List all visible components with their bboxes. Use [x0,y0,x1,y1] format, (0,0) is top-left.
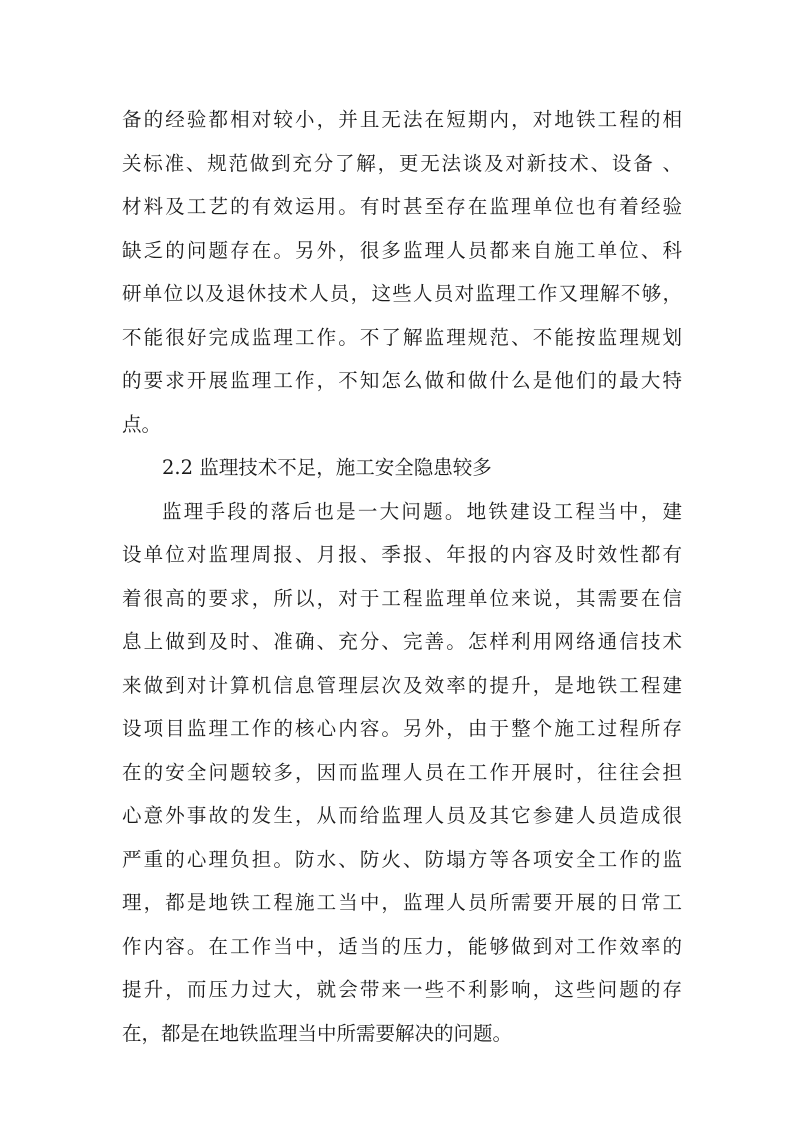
text-line: 关标准、规范做到充分了解，更无法谈及对新技术、设备 、 [122,151,682,175]
paragraph-supervision-means [122,490,682,1056]
text-line: 缺乏的问题存在。另外，很多监理人员都来自施工单位、科 [122,238,682,262]
text-line: 心意外事故的发生，从而给监理人员及其它参建人员造成很 [122,804,682,827]
text-line: 监理手段的落后也是一大问题。地铁建设工程当中，建 [162,499,682,523]
text-line: 备的经验都相对较小，并且无法在短期内，对地铁工程的相 [122,108,682,131]
text-line: 研单位以及退休技术人员，这些人员对监理工作又理解不够， [122,282,682,305]
section-heading: 2.2 监理技术不足，施工安全隐患较多 [162,456,492,479]
text-line: 设项目监理工作的核心内容。另外，由于整个施工过程所存 [122,717,682,740]
text-line: 材料及工艺的有效运用。有时甚至存在监理单位也有着经验 [122,195,682,218]
document-body [122,98,682,1055]
text-line: 提升，而压力过大，就会带来一些不利影响，这些问题的存 [122,978,682,1001]
text-line: 不能很好完成监理工作。不了解监理规范、不能按监理规划 [122,325,682,349]
text-line: 来做到对计算机信息管理层次及效率的提升，是地铁工程建 [122,673,682,697]
text-line: 的要求开展监理工作，不知怎么做和做什么是他们的最大特 [122,369,682,392]
text-line: 着很高的要求，所以，对于工程监理单位来说，其需要在信 [122,586,682,610]
text-line: 在，都是在地铁监理当中所需要解决的问题。 [122,1021,513,1045]
paragraph-continuation [122,98,682,446]
text-line: 理，都是地铁工程施工当中，监理人员所需要开展的日常工 [122,891,682,914]
text-line: 在的安全问题较多，因而监理人员在工作开展时，往往会担 [122,760,682,784]
text-line: 设单位对监理周报、月报、季报、年报的内容及时效性都有 [122,543,682,566]
text-line: 严重的心理负担。防水、防火、防塌方等各项安全工作的监 [122,847,682,871]
text-line: 息上做到及时、准确、充分、完善。怎样利用网络通信技术 [122,630,682,653]
text-line: 作内容。在工作当中，适当的压力，能够做到对工作效率的 [122,934,682,958]
text-line: 点。 [122,412,162,436]
